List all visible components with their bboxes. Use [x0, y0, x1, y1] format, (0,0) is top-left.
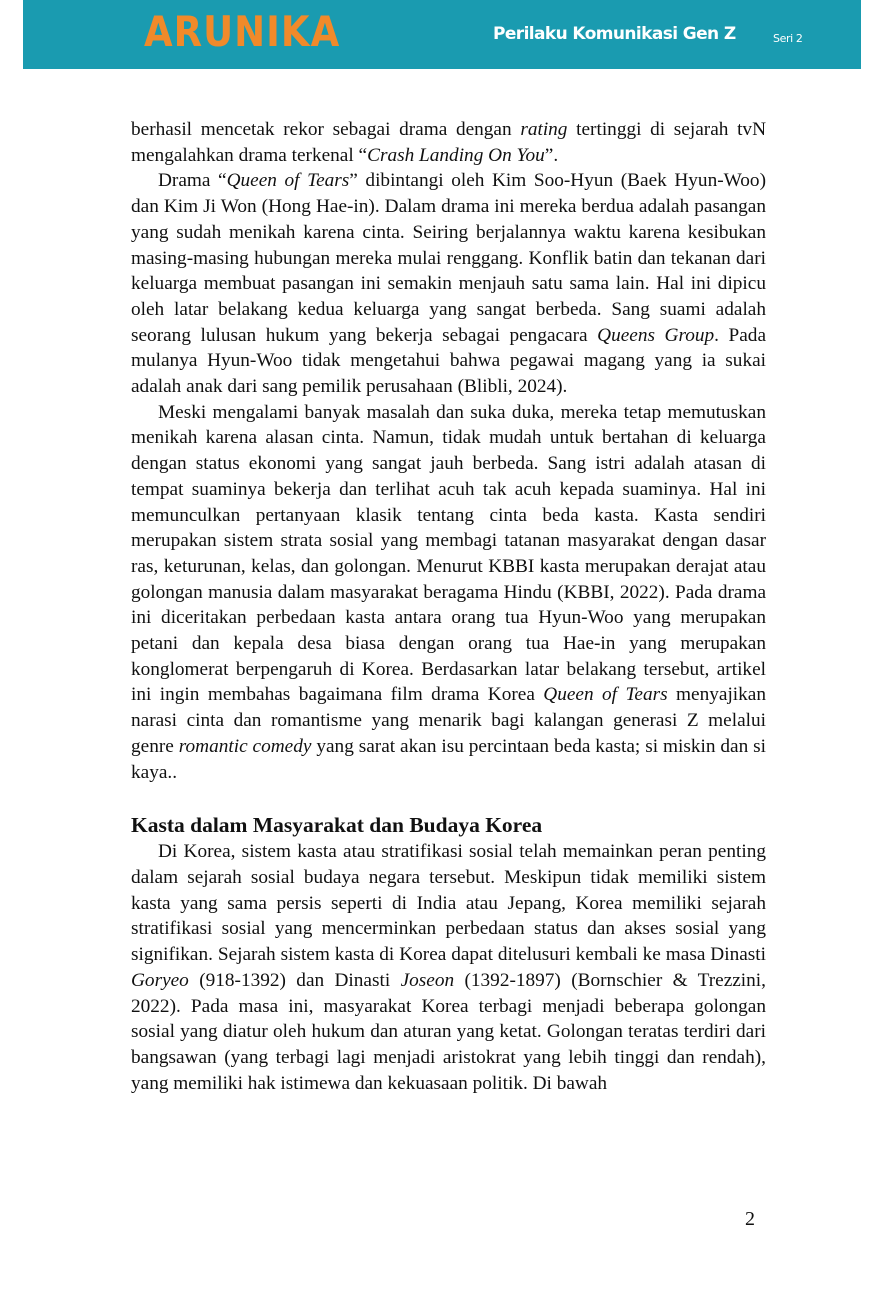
italic-term: Queen of Tears — [543, 684, 668, 706]
text-run: menyajikan narasi cinta dan romantisme yang menarik bagi kalangan generasi Z melalui genre — [131, 684, 766, 757]
article-body — [131, 117, 766, 1096]
series-number: Seri 2 — [773, 32, 803, 45]
arunika-logo: ARUNIKA — [144, 8, 341, 57]
text-run: berhasil mencetak rekor sebagai drama dengan — [131, 119, 521, 140]
text-run: ”. — [544, 144, 559, 166]
text-run: yang sarat akan isu percintaan beda kasta; si miskin dan si kaya.. — [131, 735, 766, 783]
paragraph-4 — [131, 839, 766, 1096]
text-run: (1392-1897) (Bornschier & Trezzini, 2022). Pada masa ini, masyarakat Korea terbagi menjadi beberapa golongan sosial yang diatur oleh hukum dan aturan yang ketat. Golongan teratas terdiri dari bangsawan (yang terbagi lagi menjadi aristokrat yang lebih tinggi dan rendah), yang memiliki hak istimewa dan kekuasaan politik. Di bawah — [131, 969, 766, 1094]
text-run: tertinggi di sejarah tvN mengalahkan drama terkenal “ — [131, 119, 766, 166]
italic-term: Joseon — [400, 969, 455, 991]
text-run: ” dibintangi oleh Kim Soo-Hyun (Baek Hyun-Woo) dan Kim Ji Won (Hong Hae-in). Dalam drama ini mereka berdua adalah pasangan yang sudah menikah karena cinta. Seiring berjalannya waktu karena kesibukan masing-masing hubungan mereka mulai renggang. Konflik batin dan tekanan dari keluarga membuat pasangan ini semakin menjauh satu sama lain. Hal ini dipicu oleh latar belakang kedua keluarga yang sangat berbeda. Sang suami adalah seorang lulusan hukum yang bekerja sebagai pengacara — [131, 170, 766, 346]
paragraph-1 — [131, 117, 766, 168]
paragraph-3 — [131, 400, 766, 786]
page-number: 2 — [745, 1208, 755, 1230]
text-run: Meski mengalami banyak masalah dan suka duka, mereka tetap memutuskan menikah karena alasan cinta. Namun, tidak mudah untuk bertahan di keluarga dengan status ekonomi yang sangat jauh berbeda. Sang istri adalah atasan di tempat suaminya bekerja dan terlihat acuh tak acuh kepada suaminya. Hal ini memunculkan pertanyaan klasik tentang cinta beda kasta. Kasta sendiri merupakan sistem strata sosial yang membagi tatanan masyarakat dengan dasar ras, keturunan, kelas, dan golongan. Menurut KBBI kasta merupakan derajat atau golongan manusia dalam masyarakat beragama Hindu (KBBI, 2022). Pada drama ini diceritakan perbedaan kasta antara orang tua Hyun-Woo yang merupakan petani dan kepala desa biasa dengan orang tua Hae-in yang merupakan konglomerat berpengaruh di Korea. Berdasarkan latar belakang tersebut, artikel ini ingin membahas bagaimana film drama Korea — [131, 401, 766, 706]
paragraph-2 — [131, 168, 766, 399]
series-title: Perilaku Komunikasi Gen Z — [493, 24, 736, 44]
italic-term: Crash Landing On You — [367, 144, 545, 166]
italic-term: Queens Group — [597, 324, 715, 346]
italic-term: Queen of Tears — [226, 170, 350, 192]
header-bar — [23, 0, 861, 69]
section-heading: Kasta dalam Masyarakat dan Budaya Korea — [131, 813, 543, 838]
italic-term: rating — [520, 119, 568, 140]
italic-term: romantic comedy — [178, 735, 312, 757]
text-run: Di Korea, sistem kasta atau stratifikasi sosial telah memainkan peran penting dalam sejarah sosial budaya negara tersebut. Meskipun tidak memiliki sistem kasta yang sama persis seperti di India atau Jepang, Korea memiliki sejarah stratifikasi sosial yang mencerminkan perbedaan status dan akses sosial yang signifikan. Sejarah sistem kasta di Korea dapat ditelusuri kembali ke masa Dinasti — [131, 841, 766, 966]
text-run: . Pada mulanya Hyun-Woo tidak mengetahui bahwa pegawai magang yang ia sukai adalah anak dari sang pemilik perusahaan (Blibli, 2024). — [131, 324, 766, 398]
text-run: Drama “ — [158, 170, 227, 192]
italic-term: Goryeo — [131, 969, 189, 991]
text-run: (918-1392) dan Dinasti — [188, 969, 401, 991]
